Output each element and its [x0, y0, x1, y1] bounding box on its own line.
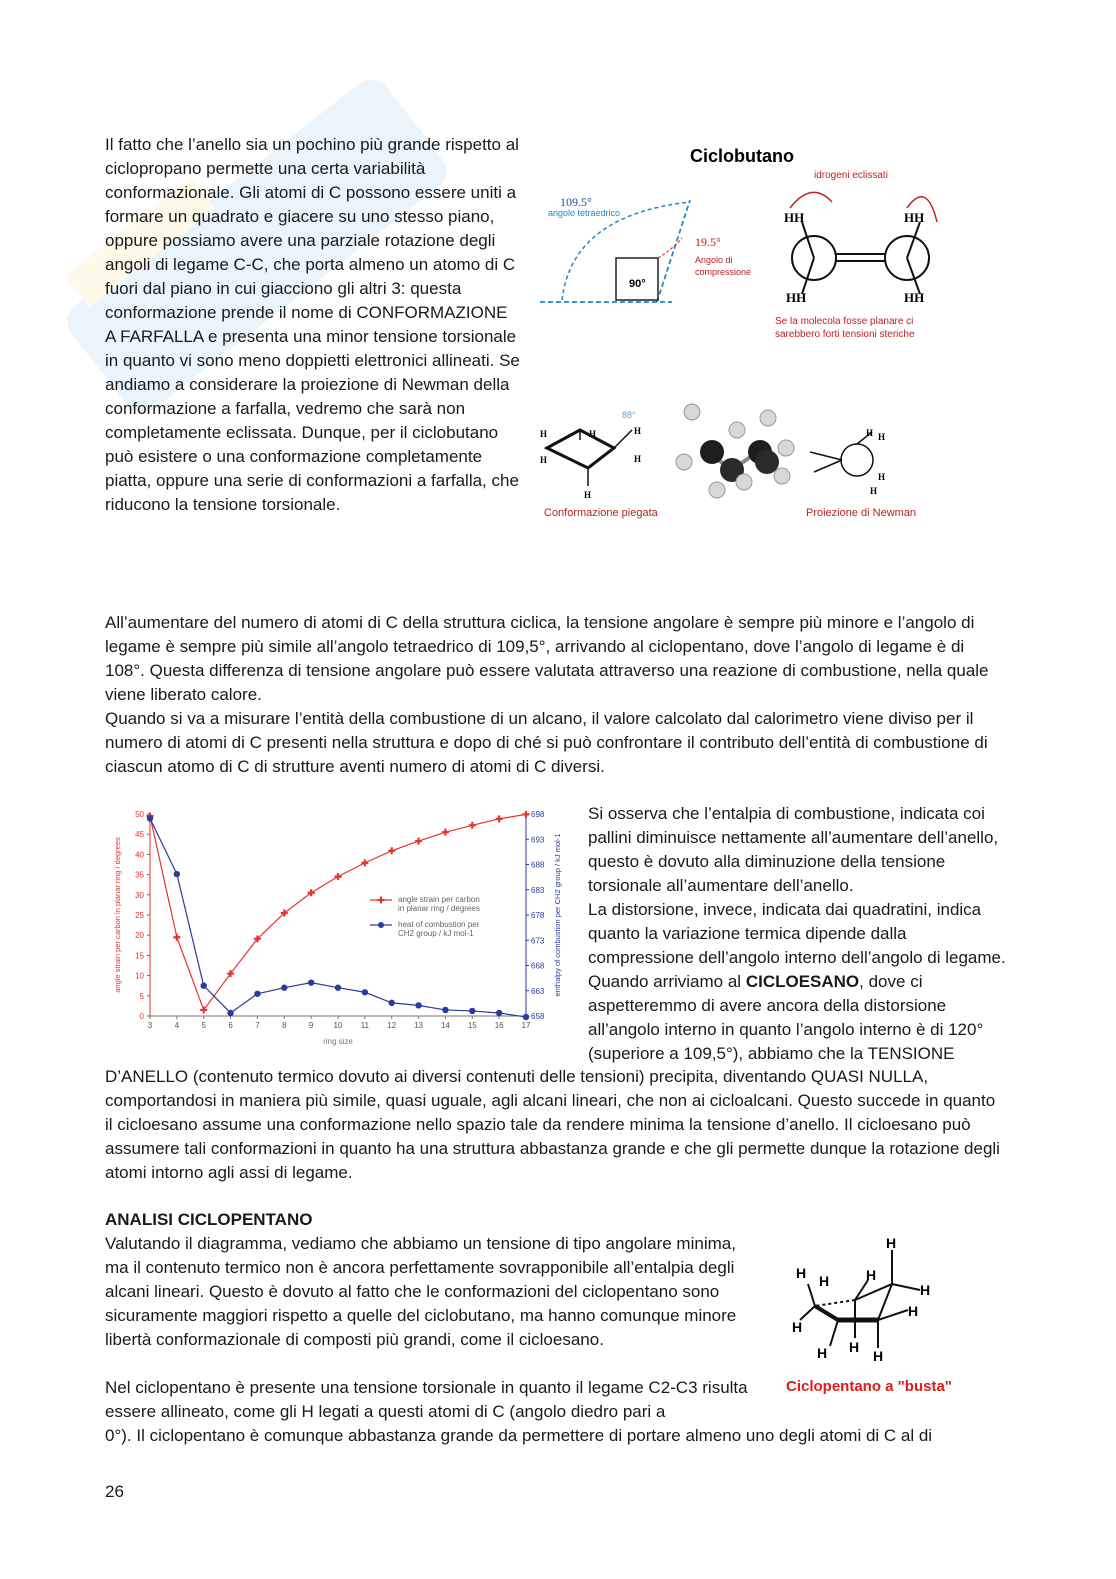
point-heat-combustion: [496, 1010, 502, 1016]
h-atom: H: [920, 1282, 931, 1298]
angle-tetra-value: 109.5°: [560, 195, 592, 209]
tick-label-right: 688: [531, 860, 545, 870]
point-heat-combustion: [362, 989, 368, 995]
h-atom: H: [849, 1339, 860, 1355]
point-angle-strain: [173, 934, 180, 941]
planar-note-1: Se la molecola fosse planare ci: [775, 316, 914, 327]
tick-label-left: 10: [135, 971, 144, 981]
tick-label-x: 10: [333, 1021, 343, 1030]
h-atom: H: [540, 455, 548, 465]
tick-label-left: 35: [135, 870, 144, 880]
paragraph-combustion-measurement: Quando si va a misurare l’entità della combustione di un alcano, il valore calcolato dal calorimetro viene diviso per il numero di atomi di C presenti nella struttura e dopo di ché si può confrontare il contributo dell’entità di combustione di ciascun atomo di C di strutture aventi numero di atomi di C diversi.: [105, 709, 988, 776]
tilted-dashed-line: [657, 200, 690, 302]
tick-label-left: 25: [135, 911, 144, 920]
cyclohexane-term: CICLOESANO: [745, 972, 860, 991]
tick-label-right: 668: [531, 961, 545, 971]
angle-comp-label-2: compressione: [695, 267, 752, 277]
h-atom: H: [878, 472, 886, 482]
newman-projection-circle: [841, 444, 873, 476]
h-atom: H: [866, 428, 874, 438]
h-atom: H: [634, 426, 642, 436]
paragraph-cyclopentane-diagram: Valutando il diagramma, vediamo che abbiamo un tensione di tipo angolare minima, ma il contenuto termico non è ancora perfettamente sovrapponibile all’entalpia degli alcani lineari. Questo è dovuto al fatto che le conformazioni del ciclopentano sono sicuramente maggiori rispetto a quelle del ciclobutano, ma hanno comunque minore libertà conformazionale di composti più grandi, come il cicloesano.: [105, 1234, 737, 1349]
tick-label-right: 683: [531, 885, 545, 895]
cyclobutane-title: Ciclobutano: [690, 146, 794, 166]
heading-cyclopentane-analysis: ANALISI CICLOPENTANO: [105, 1210, 313, 1229]
paragraph-butterfly-conformation: Il fatto che l’anello sia un pochino più grande rispetto al ciclopropano permette una certa variabilità conformazionale. Gli atomi di C possono essere uniti a formare un quadrato e giacere su uno stesso piano, oppure possiamo avere una parziale rotazione degli angoli di legame C-C, che porta almeno un atomo di C fuori dal piano in cui giacciono gli altri 3: questa conformazione prende il nome di CONFORMAZIONE A FARFALLA e presenta una minor tensione torsionale in quanto vi sono meno doppietti elettronici allineati. Se andiamo a considerare la proiezione di Newman della conformazione a farfalla, vedremo che sarà non completamente eclissata. Dunque, per il ciclobutano può esistere o una conformazione completamente piatta, oppure una serie di conformazioni a farfalla, che riducono la tensione torsionale.: [105, 135, 520, 514]
point-heat-combustion: [281, 985, 287, 991]
angle-comp-value: 19.5°: [695, 235, 721, 249]
legend-label-heat-combustion-2: CH2 group / kJ mol-1: [398, 929, 474, 938]
h-atom: H: [819, 1273, 830, 1289]
legend-label-angle-strain-1: angle strain per carbon: [398, 895, 480, 904]
point-angle-strain: [335, 873, 342, 880]
paragraph-torsional-strain: Nel ciclopentano è presente una tensione torsionale in quanto il legame C2-C3 risulta essere allineato, come gli H legati a questi atomi di C (angolo diedro pari a: [105, 1378, 748, 1421]
tick-label-x: 5: [201, 1021, 206, 1030]
folded-bond: [614, 430, 632, 448]
point-angle-strain: [415, 838, 422, 845]
paragraph-enthalpy-observation: Si osserva che l’entalpia di combustione, indicata coi pallini diminuisce nettamente all’aumentare dell’anello, questo è dovuto alla diminuzione della tensione torsionale all’aumentare dell’anello.: [588, 804, 999, 895]
ball-stick-model: [676, 404, 794, 498]
h-atom: H: [866, 1267, 877, 1283]
tick-label-x: 8: [282, 1021, 287, 1030]
h-atom: H: [792, 1319, 803, 1335]
h-atom: H: [817, 1345, 828, 1361]
y-axis-label-right: enthalpy of combustion per CH2 group / kJ mol-1: [553, 833, 562, 997]
h-pair-bottom-left: HH: [786, 290, 807, 305]
legend-label-angle-strain-2: in planar ring / degrees: [398, 904, 480, 913]
bracket-left: [790, 192, 832, 208]
legend-marker-heat-combustion: [378, 922, 384, 928]
page-number: 26: [105, 1482, 124, 1501]
point-angle-strain: [442, 829, 449, 836]
point-heat-combustion: [389, 1000, 395, 1006]
tick-label-right: 663: [531, 986, 545, 996]
h-atom: H: [584, 490, 592, 500]
point-angle-strain: [469, 822, 476, 829]
point-heat-combustion: [254, 991, 260, 997]
point-heat-combustion: [415, 1002, 421, 1008]
tick-label-x: 16: [494, 1021, 504, 1030]
tick-label-x: 4: [174, 1021, 180, 1030]
h-atom: H: [540, 429, 548, 439]
tick-label-x: 9: [308, 1021, 314, 1030]
tick-label-x: 3: [147, 1021, 153, 1030]
point-heat-combustion: [174, 871, 180, 877]
newman-bond: [810, 452, 842, 460]
h-atom: H: [870, 486, 878, 496]
bond-h: [802, 258, 814, 294]
h-pair-bottom-right: HH: [904, 290, 925, 305]
paragraph-angle-strain: All’aumentare del numero di atomi di C della struttura ciclica, la tensione angolare è sempre più minore e l’angolo di legame è sempre più simile all’angolo tetraedrico di 109,5°, arrivando al ciclopentano, dove l’angolo di legame è di 108°. Questa differenza di tensione angolare può essere valutata attraverso una reazione di combustione, nella quale viene liberato calore.: [105, 613, 989, 704]
tick-label-left: 30: [135, 890, 144, 900]
tick-label-x: 11: [360, 1021, 370, 1030]
point-angle-strain: [388, 847, 395, 854]
point-heat-combustion: [442, 1007, 448, 1013]
bond-h: [802, 222, 814, 258]
tick-label-right: 678: [531, 911, 545, 920]
caption-folded: Conformazione piegata: [544, 507, 658, 519]
right-angle-label: 90°: [629, 278, 646, 290]
fold-angle-label: 88°: [622, 410, 636, 420]
legend-label-heat-combustion-1: heat of combustion per: [398, 920, 480, 929]
point-heat-combustion: [335, 985, 341, 991]
caption-newman: Proiezione di Newman: [806, 507, 917, 519]
distortion-text-pre: La distorsione, invece, indicata dai quadratini, indica quanto la variazione termica dipende dalla compressione dell’angolo interno dell’angolo di legame. Quando arriviamo al: [588, 900, 1006, 991]
tick-label-x: 17: [521, 1021, 531, 1030]
tick-label-right: 658: [531, 1012, 545, 1021]
paragraph-ring-tension: D’ANELLO (contenuto termico dovuto ai diversi contenuti delle tensioni) precipita, diventando QUASI NULLA, comportandosi in maniera più simile, quasi uguale, agli alcani lineari, che non ai cicloalcani. Questo succede in quanto il cicloesano assume una conformazione nello spazio tale da rendere minima la tensione d’anello. Il cicloesano può assumere tali conformazioni in quanto ha una struttura abbastanza grande e che gli permette dunque la rotazione degli atomi intorno agli assi di legame.: [105, 1067, 1000, 1182]
tick-label-x: 6: [228, 1021, 233, 1030]
compression-arc: [658, 238, 682, 258]
tick-label-x: 7: [255, 1021, 260, 1030]
point-angle-strain: [523, 811, 530, 818]
point-heat-combustion: [147, 815, 153, 821]
tick-label-x: 12: [387, 1021, 397, 1030]
cyclobutane-figure: [532, 130, 952, 530]
h-atom: H: [589, 429, 597, 439]
point-heat-combustion: [469, 1008, 475, 1014]
y-axis-label-left: angle strain per carbon in planar ring / degrees: [113, 837, 122, 993]
eclipsed-label: idrogeni eclissati: [814, 170, 888, 181]
angle-comp-label-1: Angolo di: [695, 255, 733, 265]
point-angle-strain: [496, 815, 503, 822]
tick-label-left: 0: [139, 1012, 144, 1021]
cyclopentane-envelope-figure: [780, 1228, 980, 1403]
paragraph-distortion: [588, 898, 1008, 1066]
tick-label-left: 45: [135, 830, 144, 840]
cyclopentane-caption: Ciclopentano a "busta": [786, 1378, 952, 1395]
tick-label-left: 20: [135, 931, 144, 941]
h-atom: H: [634, 454, 642, 464]
h-atom: H: [873, 1348, 884, 1364]
tick-label-x: 13: [414, 1021, 424, 1030]
tick-label-left: 50: [135, 810, 144, 819]
point-heat-combustion: [308, 979, 314, 985]
paragraph-torsional-strain-continued: 0°). Il ciclopentano è comunque abbastanza grande da permettere di portare almeno uno degli atomi di C al di: [105, 1426, 933, 1445]
angle-tetra-label: angolo tetraedrico: [548, 208, 621, 218]
h-atom: H: [796, 1265, 807, 1281]
legend-marker-angle-strain: [378, 897, 385, 904]
h-atom: H: [886, 1235, 897, 1251]
point-heat-combustion: [227, 1010, 233, 1016]
tick-label-left: 15: [135, 951, 144, 961]
point-heat-combustion: [201, 983, 207, 989]
x-axis-label: ring size: [323, 1037, 353, 1046]
h-pair-top-left: HH: [784, 210, 805, 225]
h-atom: H: [908, 1303, 919, 1319]
tick-label-left: 40: [135, 850, 144, 860]
tick-label-x: 15: [467, 1021, 477, 1030]
tick-label-right: 693: [531, 835, 545, 845]
point-heat-combustion: [523, 1014, 529, 1020]
tick-label-x: 14: [440, 1021, 450, 1030]
point-angle-strain: [361, 859, 368, 866]
h-atom: H: [878, 432, 886, 442]
planar-note-2: sarebbero forti tensioni steriche: [775, 329, 915, 340]
tick-label-left: 5: [139, 991, 144, 1001]
combustion-chart: [108, 800, 578, 1050]
h-pair-top-right: HH: [904, 210, 925, 225]
tick-label-right: 698: [531, 810, 545, 819]
tick-label-right: 673: [531, 936, 545, 946]
newman-bond: [814, 460, 842, 472]
distortion-text-post: , dove ci aspetteremmo di avere ancora della distorsione all’angolo interno in quanto l’angolo interno è di 120° (superiore a 109,5°), abbiamo che la TENSIONE: [588, 972, 984, 1063]
